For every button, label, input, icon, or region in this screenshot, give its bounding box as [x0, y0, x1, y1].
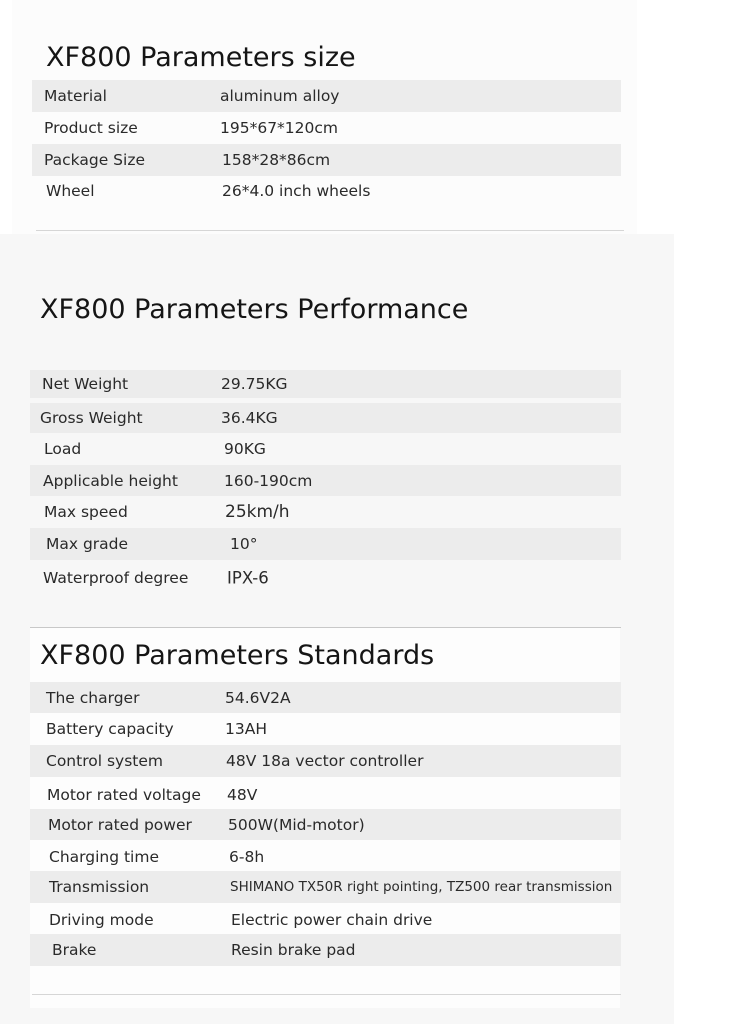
row-value: 195*67*120cm [220, 119, 339, 137]
standards-row-charger [30, 682, 621, 713]
size-row-material [32, 80, 621, 112]
row-label: Material [44, 87, 107, 105]
row-label: Transmission [49, 878, 150, 896]
row-label: Product size [44, 119, 138, 137]
row-label: Driving mode [49, 910, 154, 929]
standards-row-motor-rated-power [30, 809, 621, 840]
row-value: 48V 18a vector controller [226, 752, 424, 770]
section-divider [32, 994, 621, 995]
row-label: Control system [46, 752, 163, 770]
standards-section-title: XF800 Parameters Standards [40, 640, 435, 671]
performance-row-net-weight [30, 370, 621, 398]
row-label: Gross Weight [40, 409, 143, 427]
row-value: 36.4KG [221, 409, 278, 427]
row-label: The charger [46, 688, 140, 707]
row-label: Package Size [44, 151, 145, 169]
section-divider [36, 230, 624, 231]
row-label: Charging time [49, 847, 159, 866]
row-value: 54.6V2A [225, 688, 291, 707]
row-value: 26*4.0 inch wheels [222, 182, 371, 200]
row-label: Waterproof degree [43, 569, 189, 587]
row-value: 500W(Mid-motor) [228, 815, 365, 834]
row-value: 13AH [225, 720, 267, 738]
row-label: Applicable height [43, 471, 178, 490]
row-value: Electric power chain drive [231, 910, 433, 929]
row-label: Brake [52, 941, 97, 959]
standards-row-motor-rated-voltage [30, 779, 621, 810]
size-row-wheel [32, 176, 621, 206]
standards-row-battery-capacity [30, 714, 621, 744]
standards-row-brake [30, 934, 621, 966]
row-label: Motor rated voltage [47, 785, 201, 804]
standards-row-driving-mode [30, 904, 621, 935]
row-value: 48V [227, 785, 258, 804]
standards-row-transmission [30, 871, 621, 903]
row-value: Resin brake pad [231, 941, 356, 959]
row-value: aluminum alloy [220, 87, 340, 105]
size-row-package-size [32, 144, 621, 176]
row-value: 6-8h [229, 847, 265, 866]
row-value: SHIMANO TX50R right pointing, TZ500 rear transmission [230, 879, 613, 895]
performance-row-gross-weight [30, 403, 621, 433]
row-value: 10° [230, 535, 258, 553]
standards-row-charging-time [30, 841, 621, 872]
size-section-title: XF800 Parameters size [46, 42, 356, 73]
performance-row-applicable-height [30, 465, 621, 496]
performance-row-load [30, 434, 621, 464]
row-label: Load [44, 440, 82, 458]
row-label: Wheel [46, 182, 95, 200]
section-divider [30, 627, 621, 628]
row-label: Net Weight [42, 375, 129, 393]
row-label: Motor rated power [48, 815, 192, 834]
row-value: 90KG [224, 440, 266, 458]
row-value: 25km/h [225, 501, 290, 522]
row-value: 158*28*86cm [222, 151, 331, 169]
size-row-product-size [32, 112, 621, 144]
performance-section-title: XF800 Parameters Performance [40, 294, 469, 325]
row-value: IPX-6 [227, 568, 269, 588]
row-label: Max grade [46, 535, 129, 553]
performance-row-max-speed [30, 496, 621, 527]
row-label: Battery capacity [46, 720, 174, 738]
performance-row-max-grade [30, 528, 621, 560]
standards-row-control-system [30, 745, 621, 777]
row-value: 160-190cm [224, 471, 313, 490]
row-label: Max speed [44, 502, 128, 521]
row-value: 29.75KG [221, 375, 288, 393]
performance-row-waterproof-degree [30, 562, 621, 594]
